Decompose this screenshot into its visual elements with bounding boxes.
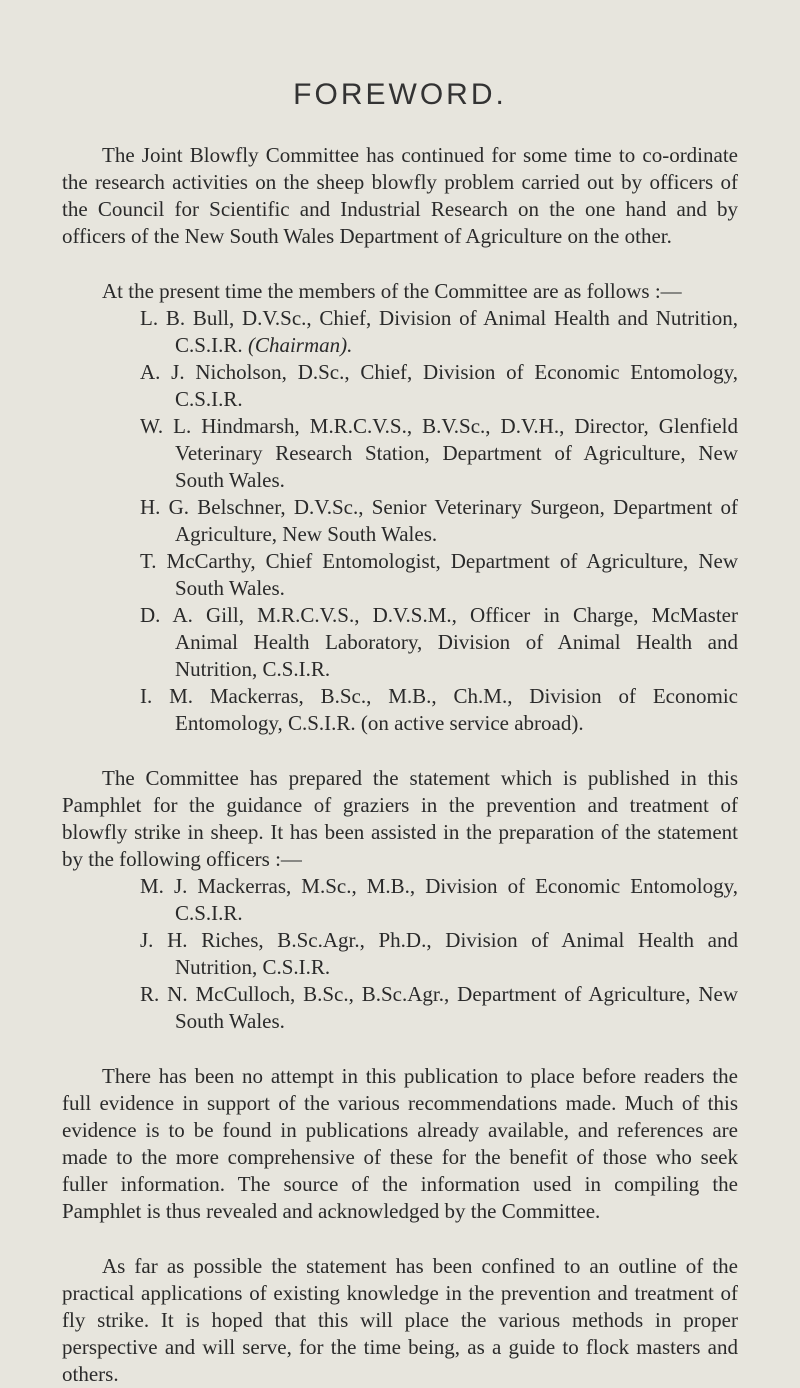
chairman-label: (Chairman).: [247, 333, 353, 357]
assisting-officers-list: [62, 873, 738, 1035]
member-item: D. A. Gill, M.R.C.V.S., D.V.S.M., Officer in Charge, McMaster Animal Health Laboratory, Division of Animal Health and Nutrition, C.S.I.R.: [140, 603, 738, 681]
committee-members-list: [62, 305, 738, 737]
officer-item: M. J. Mackerras, M.Sc., M.B., Division of Economic Entomology, C.S.I.R.: [140, 874, 738, 925]
member-item: W. L. Hindmarsh, M.R.C.V.S., B.V.Sc., D.V.H., Director, Glenfield Veterinary Research Station, Department of Agriculture, New South Wales.: [140, 414, 738, 492]
member-item: A. J. Nicholson, D.Sc., Chief, Division of Economic Entomology, C.S.I.R.: [140, 360, 738, 411]
member-item: T. McCarthy, Chief Entomologist, Department of Agriculture, New South Wales.: [140, 549, 738, 600]
member-item: L. B. Bull, D.V.Sc., Chief, Division of Animal Health and Nutrition, C.S.I.R. (Chairman).: [140, 306, 738, 357]
paragraph-statement: The Committee has prepared the statement which is published in this Pamphlet for the guidance of graziers in the prevention and treatment of blowfly strike in sheep. It has been assisted in the preparation of the statement by the following officers :—: [62, 766, 738, 871]
paragraph-intro: The Joint Blowfly Committee has continued for some time to co-ordinate the research activities on the sheep blowfly problem carried out by officers of the Council for Scientific and Industrial Research on the one hand and by officers of the New South Wales Department of Agriculture on the other.: [62, 143, 738, 248]
officer-item: R. N. McCulloch, B.Sc., B.Sc.Agr., Department of Agriculture, New South Wales.: [140, 982, 738, 1033]
officer-item: J. H. Riches, B.Sc.Agr., Ph.D., Division of Animal Health and Nutrition, C.S.I.R.: [140, 928, 738, 979]
page-title: FOREWORD.: [293, 78, 507, 111]
member-item: I. M. Mackerras, B.Sc., M.B., Ch.M., Division of Economic Entomology, C.S.I.R. (on active service abroad).: [140, 684, 738, 735]
paragraph-evidence: There has been no attempt in this publication to place before readers the full evidence in support of the various recommendations made. Much of this evidence is to be found in publications already available, and references are made to the more comprehensive of these for the benefit of those who seek fuller information. The source of the information used in compiling the Pamphlet is thus revealed and acknowledged by the Committee.: [62, 1064, 738, 1223]
member-item: H. G. Belschner, D.V.Sc., Senior Veterinary Surgeon, Department of Agriculture, New South Wales.: [140, 495, 738, 546]
paragraph-members-intro: At the present time the members of the Committee are as follows :—: [102, 279, 682, 303]
paragraph-outline: As far as possible the statement has been confined to an outline of the practical applications of existing knowledge in the prevention and treatment of fly strike. It is hoped that this will place the various methods in proper perspective and will serve, for the time being, as a guide to flock masters and others.: [62, 1254, 738, 1386]
